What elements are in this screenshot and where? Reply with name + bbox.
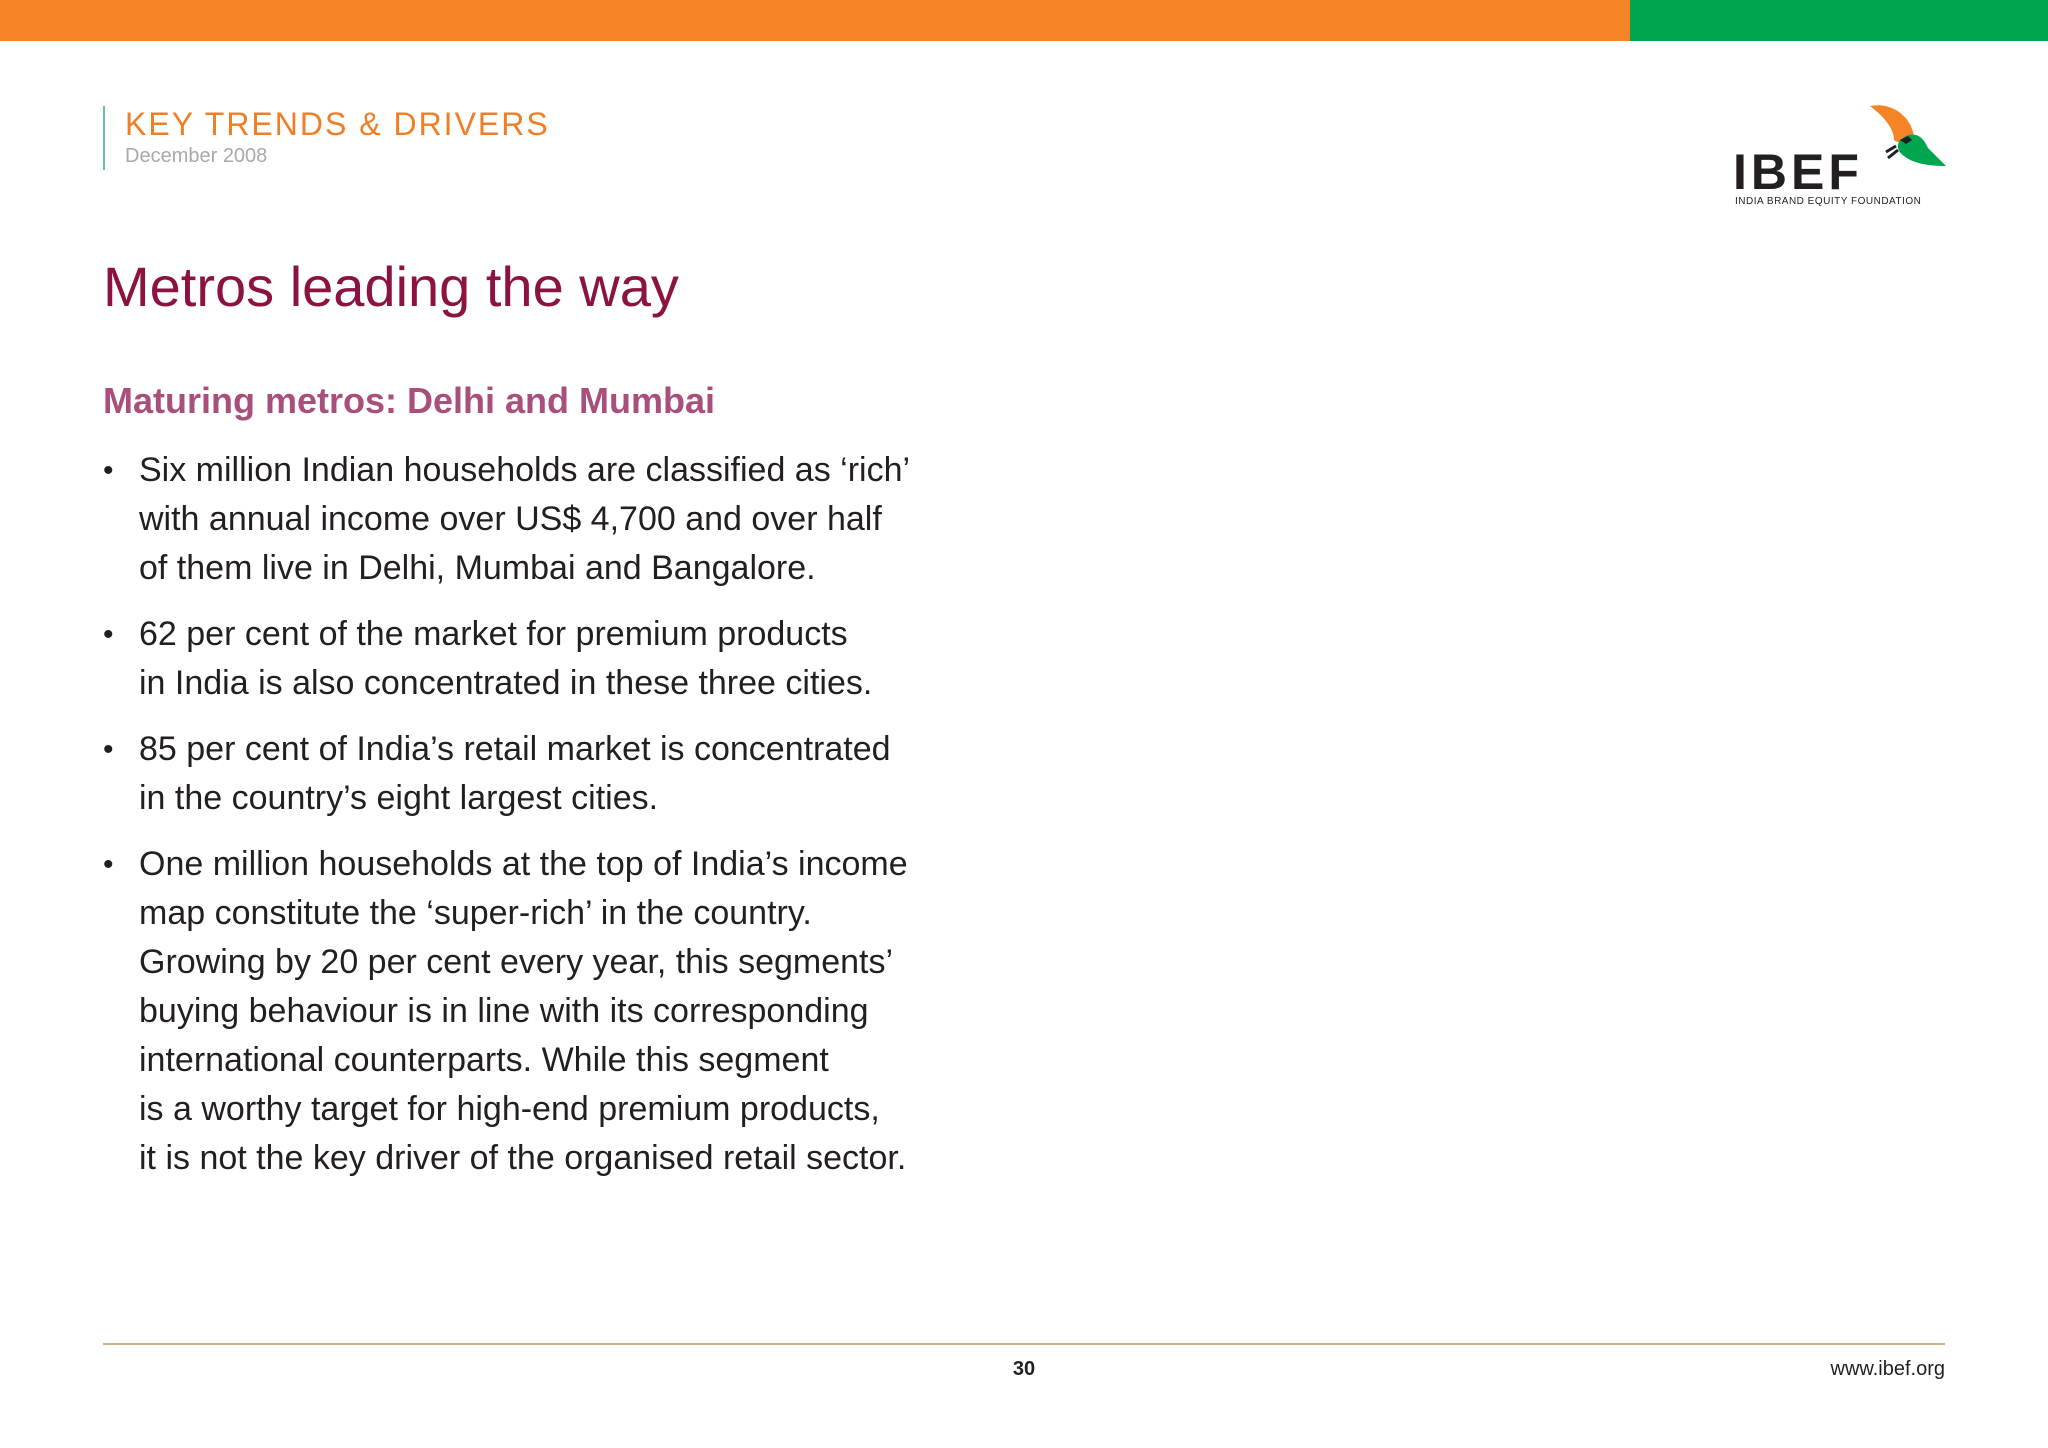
bullet-list (103, 446, 1003, 1200)
page-number: 30 (1012, 1358, 1036, 1380)
bullet-item (103, 840, 1003, 1183)
bullet-dot-icon: • (103, 848, 114, 881)
top-bar-orange (0, 0, 1630, 41)
section-header (103, 106, 550, 170)
bullet-dot-icon: • (103, 733, 114, 766)
bullet-text: 62 per cent of the market for premium products in India is also concentrated in these three cities. (139, 615, 873, 702)
subheading: Maturing metros: Delhi and Mumbai (103, 380, 716, 421)
bullet-dot-icon: • (103, 618, 114, 651)
section-title: KEY TRENDS & DRIVERS (125, 106, 550, 142)
section-date: December 2008 (125, 145, 268, 167)
bullet-text: One million households at the top of India’s income map constitute the ‘super-rich’ in the country. Growing by 20 per cent every year, this segments’ buying behaviour is in line with its corresponding international counterparts. While this segment is a worthy target for high-end premium products, it is not the key driver of the organised retail sector. (139, 845, 908, 1177)
bird-icon (1850, 100, 1950, 180)
footer-divider (103, 1343, 1945, 1345)
website-link[interactable]: www.ibef.org (1830, 1358, 1945, 1380)
bullet-item (103, 446, 1003, 593)
bullet-dot-icon: • (103, 454, 114, 487)
page-title: Metros leading the way (103, 255, 679, 318)
logo-text: IBEF (1733, 144, 1863, 200)
logo-subtitle: INDIA BRAND EQUITY FOUNDATION (1735, 196, 1922, 207)
bullet-text: 85 per cent of India’s retail market is concentrated in the country’s eight largest cities. (139, 730, 891, 817)
bullet-text: Six million Indian households are classified as ‘rich’ with annual income over US$ 4,700 and over half of them live in Delhi, Mumbai and Bangalore. (139, 451, 911, 587)
ibef-logo (1730, 100, 1950, 215)
bullet-item (103, 610, 1003, 708)
top-bar-green (1630, 0, 2048, 41)
bullet-item (103, 725, 1003, 823)
